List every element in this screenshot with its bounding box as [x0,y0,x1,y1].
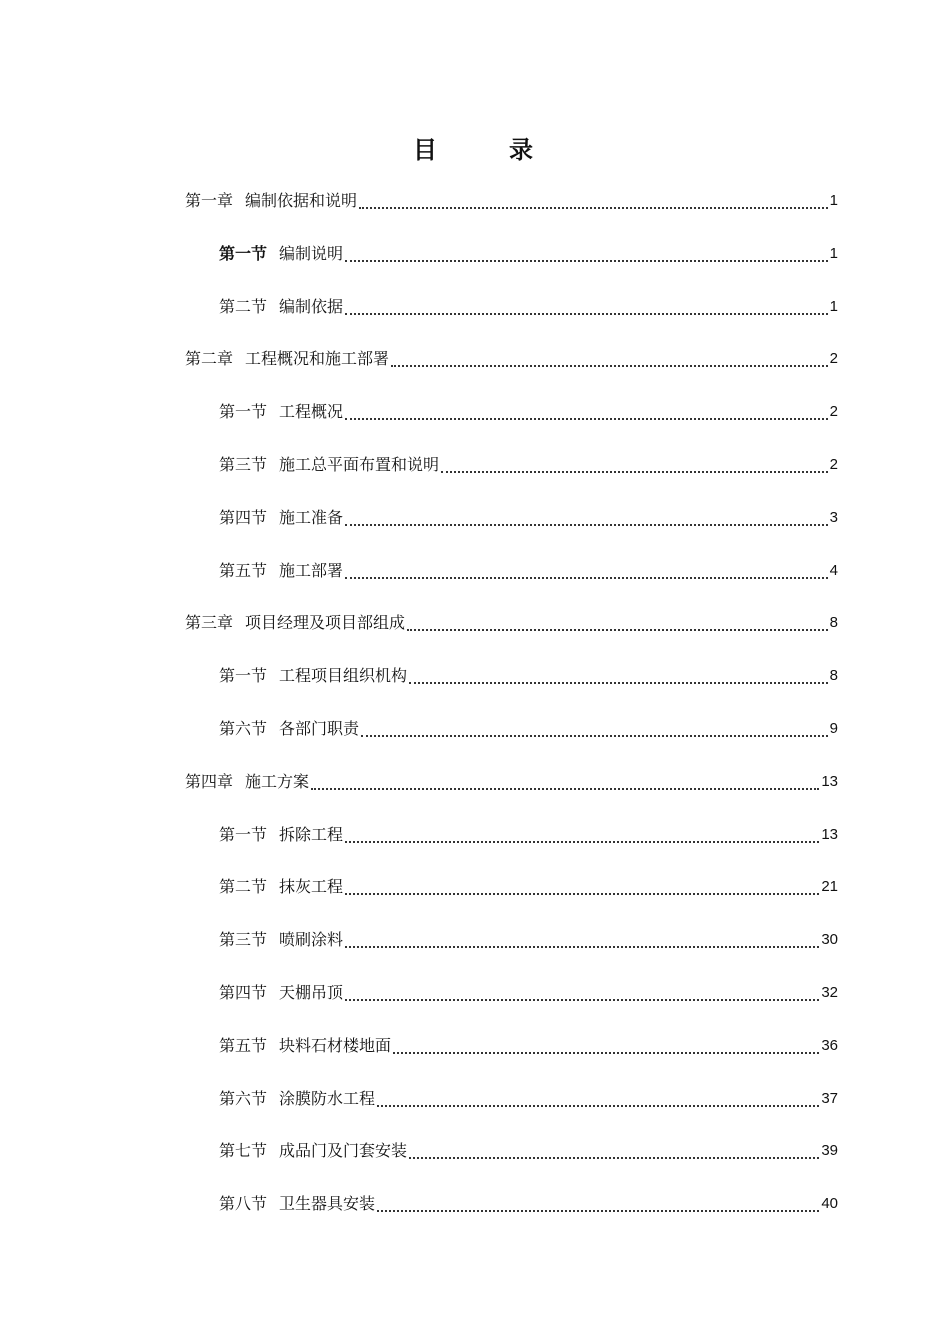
toc-section-entry[interactable] [219,551,838,591]
toc-entry-number: 第六节 [219,719,268,738]
toc-dot-leader [345,508,828,526]
toc-entry-title: 编制说明 [279,243,344,263]
toc-section-entry[interactable] [219,445,838,485]
toc-section-entry[interactable] [219,920,838,960]
toc-section-entry[interactable] [219,1079,838,1119]
toc-section-entry[interactable] [219,1026,838,1066]
toc-section-entry[interactable] [219,1131,838,1171]
toc-dot-leader [407,613,828,631]
toc-entry-title: 项目经理及项目部组成 [245,613,406,633]
toc-section-entry[interactable] [219,973,838,1013]
toc-section-entry[interactable] [219,392,838,432]
toc-page-number: 2 [829,456,838,473]
toc-dot-leader [345,561,828,579]
toc-chapter-entry[interactable] [185,339,838,379]
toc-dot-leader [345,983,819,1001]
toc-dot-leader [345,930,819,948]
toc-entry-title: 施工方案 [245,771,310,791]
toc-dot-leader [441,455,828,473]
toc-page-number: 1 [829,244,838,262]
toc-section-entry[interactable] [219,656,838,696]
toc-entry-number: 第三节 [219,930,268,950]
toc-dot-leader [345,877,819,895]
toc-page-number: 13 [821,825,838,843]
toc-entry-number: 第二章 [185,349,234,369]
toc-entry-number: 第二节 [219,877,268,897]
toc-page-number: 39 [821,1142,838,1160]
toc-entry-title: 天棚吊顶 [279,983,344,1002]
toc-dot-leader [345,297,828,315]
toc-entry-number: 第四节 [219,983,268,1002]
toc-entry-number: 第一节 [219,402,268,422]
toc-section-entry[interactable] [219,287,838,327]
toc-entry-number: 第八节 [219,1194,268,1214]
toc-dot-leader [359,191,828,209]
toc-entry-title: 块料石材楼地面 [279,1035,392,1055]
toc-page-number: 13 [821,772,838,790]
toc-entry-title: 施工总平面布置和说明 [279,455,440,474]
toc-section-entry[interactable] [219,498,838,538]
toc-section-entry[interactable] [219,234,838,274]
toc-entry-title: 卫生器具安装 [279,1194,376,1214]
toc-dot-leader [361,719,828,737]
toc-entry-number: 第一章 [185,191,234,210]
toc-dot-leader [377,1089,819,1107]
toc-page-number: 2 [829,350,838,368]
toc-entry-title: 喷刷涂料 [279,930,344,950]
toc-dot-leader [377,1194,819,1212]
toc-page-number: 40 [821,1195,838,1213]
toc-entry-number: 第二节 [219,296,268,316]
toc-page-number: 9 [829,720,838,737]
toc-dot-leader [311,772,819,790]
toc-entry-number: 第一节 [219,824,268,844]
toc-entry-title: 拆除工程 [279,824,344,844]
toc-section-entry[interactable] [219,1184,838,1224]
toc-entry-number: 第七节 [219,1141,268,1161]
toc-entry-number: 第五节 [219,560,268,580]
toc-chapter-entry[interactable] [185,762,838,802]
toc-page-number: 8 [829,614,838,632]
toc-entry-title: 工程概况和施工部署 [245,349,390,369]
toc-entry-title: 各部门职责 [279,719,360,738]
toc-entry-title: 编制依据 [279,296,344,316]
toc-page-number: 4 [829,561,838,579]
toc-entry-title: 成品门及门套安装 [279,1141,408,1161]
toc-dot-leader [345,825,819,843]
toc-entry-number: 第四节 [219,507,268,527]
toc-entry-number: 第六节 [219,1088,268,1108]
toc-entry-number: 第四章 [185,771,234,791]
toc-dot-leader [393,1036,819,1054]
toc-entry-title: 施工部署 [279,560,344,580]
toc-page-number: 37 [821,1089,838,1107]
toc-page-number: 21 [821,878,838,896]
toc-entry-title: 工程项目组织机构 [279,666,408,686]
toc-entry-title: 抹灰工程 [279,877,344,897]
toc-section-entry[interactable] [219,867,838,907]
toc-page-number: 1 [829,192,838,209]
toc-dot-leader [409,1141,819,1159]
toc-title: 目 录 [413,136,557,164]
toc-dot-leader [345,402,828,420]
toc-entry-number: 第一节 [219,666,268,686]
toc-entry-number: 第一节 [219,243,268,263]
toc-entry-title: 涂膜防水工程 [279,1088,376,1108]
toc-page-number: 8 [829,667,838,685]
toc-page-number: 1 [829,297,838,315]
toc-page-number: 2 [829,403,838,421]
toc-chapter-entry[interactable] [185,181,838,221]
toc-entry-number: 第三节 [219,455,268,474]
toc-section-entry[interactable] [219,709,838,749]
toc-dot-leader [409,666,828,684]
toc-entry-title: 工程概况 [279,402,344,422]
toc-page-number: 36 [821,1036,838,1054]
toc-entry-title: 施工准备 [279,507,344,527]
toc-page-number: 3 [829,508,838,526]
toc-entry-number: 第五节 [219,1035,268,1055]
toc-chapter-entry[interactable] [185,603,838,643]
toc-entry-title: 编制依据和说明 [245,191,358,210]
toc-entry-number: 第三章 [185,613,234,633]
toc-dot-leader [345,244,828,262]
toc-dot-leader [391,349,828,367]
toc-page-number: 30 [821,931,838,949]
toc-page-number: 32 [821,984,838,1001]
toc-section-entry[interactable] [219,815,838,855]
